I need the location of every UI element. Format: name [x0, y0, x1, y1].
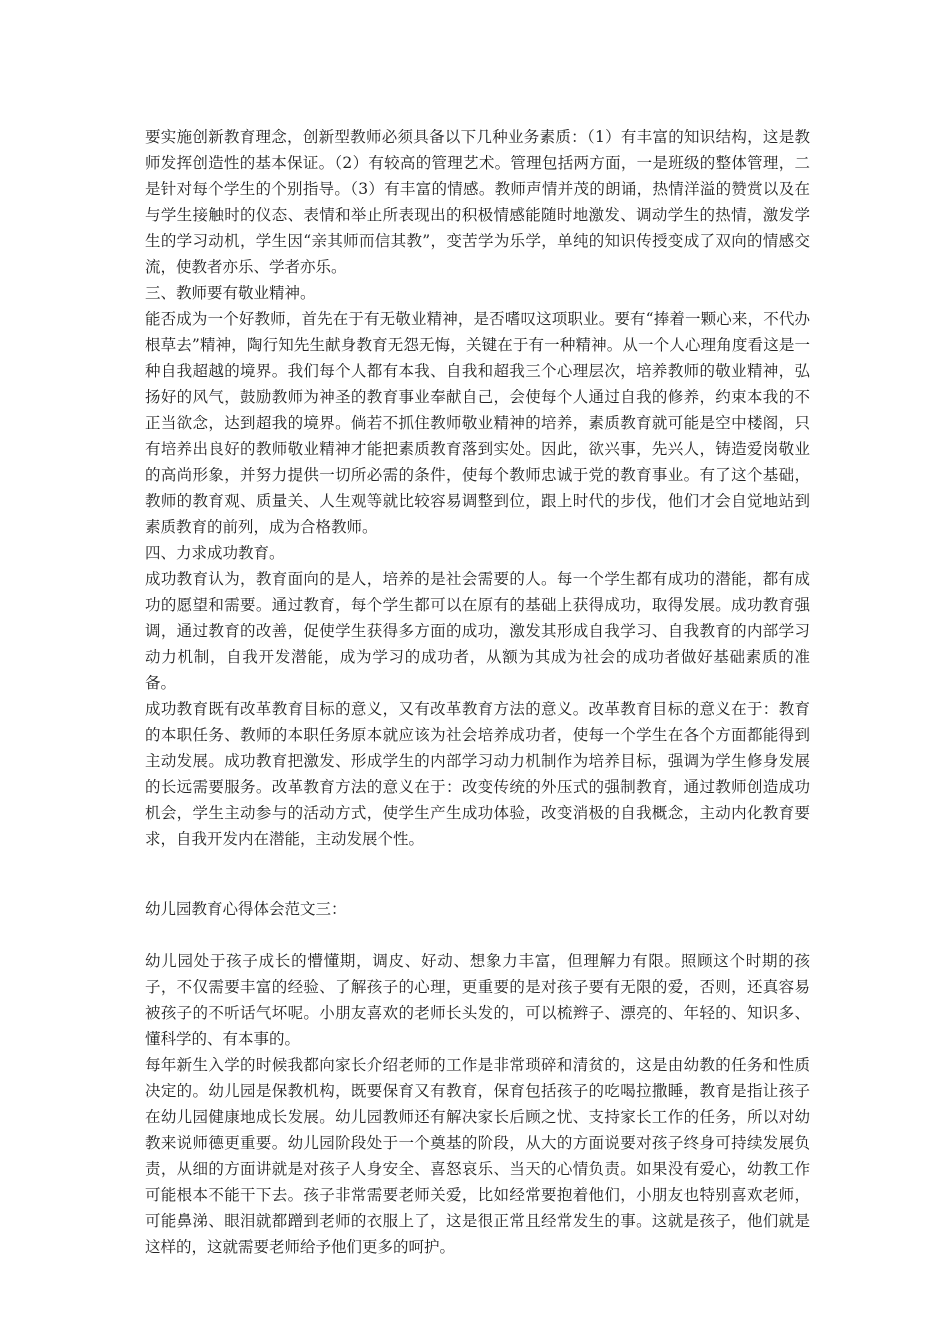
document-page	[145, 124, 810, 1260]
section-spacer	[145, 852, 810, 896]
section-title: 幼儿园教育心得体会范文三：	[145, 900, 347, 918]
title-spacer	[145, 922, 810, 948]
paragraph-kindergarten-2: 每年新生入学的时候我都向家长介绍老师的工作是非常琐碎和清贫的，这是由幼教的任务和性质决定的。幼儿园是保教机构，既要保育又有教育，保育包括孩子的吃喝拉撒睡，教育是指让孩子在幼儿园健康地成长发展。幼儿园教师还有解决家长后顾之忧、支持家长工作的任务，所以对幼教来说师德更重要。幼儿园阶段处于一个奠基的阶段，从大的方面说要对孩子终身可持续发展负责，从细的方面讲就是对孩子人身安全、喜怒哀乐、当天的心情负责。如果没有爱心，幼教工作可能根本不能干下去。孩子非常需要老师关爱，比如经常要抱着他们，小朋友也特别喜欢老师，可能鼻涕、眼泪就都蹭到老师的衣服上了，这是很正常且经常发生的事。这就是孩子，他们就是这样的，这就需要老师给予他们更多的呵护。	[145, 1056, 810, 1256]
paragraph-success-education-2: 成功教育既有改革教育目标的意义，又有改革教育方法的意义。改革教育目标的意义在于：教育的本职任务、教师的本职任务原本就应该为社会培养成功者，使每一个学生在各个方面都能得到主动发展。成功教育把激发、形成学生的内部学习动力机制作为培养目标，强调为学生修身发展的长远需要服务。改革教育方法的意义在于：改变传统的外压式的强制教育，通过教师创造成功机会，学生主动参与的活动方式，使学生产生成功体验，改变消极的自我概念，主动内化教育要求，自我开发内在潜能，主动发展个性。	[145, 700, 810, 848]
paragraph-dedication: 能否成为一个好教师，首先在于有无敬业精神，是否嗜叹这项职业。要有“捧着一颗心来，不代办根草去”精神，陶行知先生献身教育无怨无悔，关键在于有一种精神。从一个人心理角度看这是一种自我超越的境界。我们每个人都有本我、自我和超我三个心理层次，培养教师的敬业精神，弘扬好的风气，鼓励教师为神圣的教育事业奉献自己，会使每个人通过自我的修养，约束本我的不正当欲念，达到超我的境界。倘若不抓住教师敬业精神的培养，素质教育就可能是空中楼阁，只有培养出良好的教师敬业精神才能把素质教育落到实处。因此，欲兴事，先兴人，铸造爱岗敬业的高尚形象，并努力提供一切所必需的条件，使每个教师忠诚于党的教育事业。有了这个基础，教师的教育观、质量关、人生观等就比较容易调整到位，跟上时代的步伐，他们才会自觉地站到素质教育的前列，成为合格教师。	[145, 310, 810, 536]
paragraph-success-education-1: 成功教育认为，教育面向的是人，培养的是社会需要的人。每一个学生都有成功的潜能，都有成功的愿望和需要。通过教育，每个学生都可以在原有的基础上获得成功，取得发展。成功教育强调，通过教育的改善，促使学生获得多方面的成功，激发其形成自我学习、自我教育的内部学习动力机制，自我开发潜能，成为学习的成功者，从额为其成为社会的成功者做好基础素质的准备。	[145, 570, 810, 692]
paragraph-kindergarten-1: 幼儿园处于孩子成长的懵懂期，调皮、好动、想象力丰富，但理解力有限。照顾这个时期的孩子，不仅需要丰富的经验、了解孩子的心理，更重要的是对孩子要有无限的爱，否则，还真容易被孩子的不听话气坏呢。小朋友喜欢的老师长头发的，可以梳辫子、漂亮的、年轻的、知识多、懂科学的、有本事的。	[145, 952, 810, 1048]
paragraph-teacher-qualities: 要实施创新教育理念，创新型教师必须具备以下几种业务素质：（1）有丰富的知识结构，这是教师发挥创造性的基本保证。（2）有较高的管理艺术。管理包括两方面，一是班级的整体管理，二是针对每个学生的个别指导。（3）有丰富的情感。教师声情并茂的朗诵，热情洋溢的赞赏以及在与学生接触时的仪态、表情和举止所表现出的积极情感能随时地激发、调动学生的热情，激发学生的学习动机，学生因“亲其师而信其教”，变苦学为乐学，单纯的知识传授变成了双向的情感交流，使教者亦乐、学者亦乐。	[145, 128, 810, 276]
heading-success-education: 四、力求成功教育。	[145, 544, 285, 562]
heading-dedication: 三、教师要有敬业精神。	[145, 284, 316, 302]
